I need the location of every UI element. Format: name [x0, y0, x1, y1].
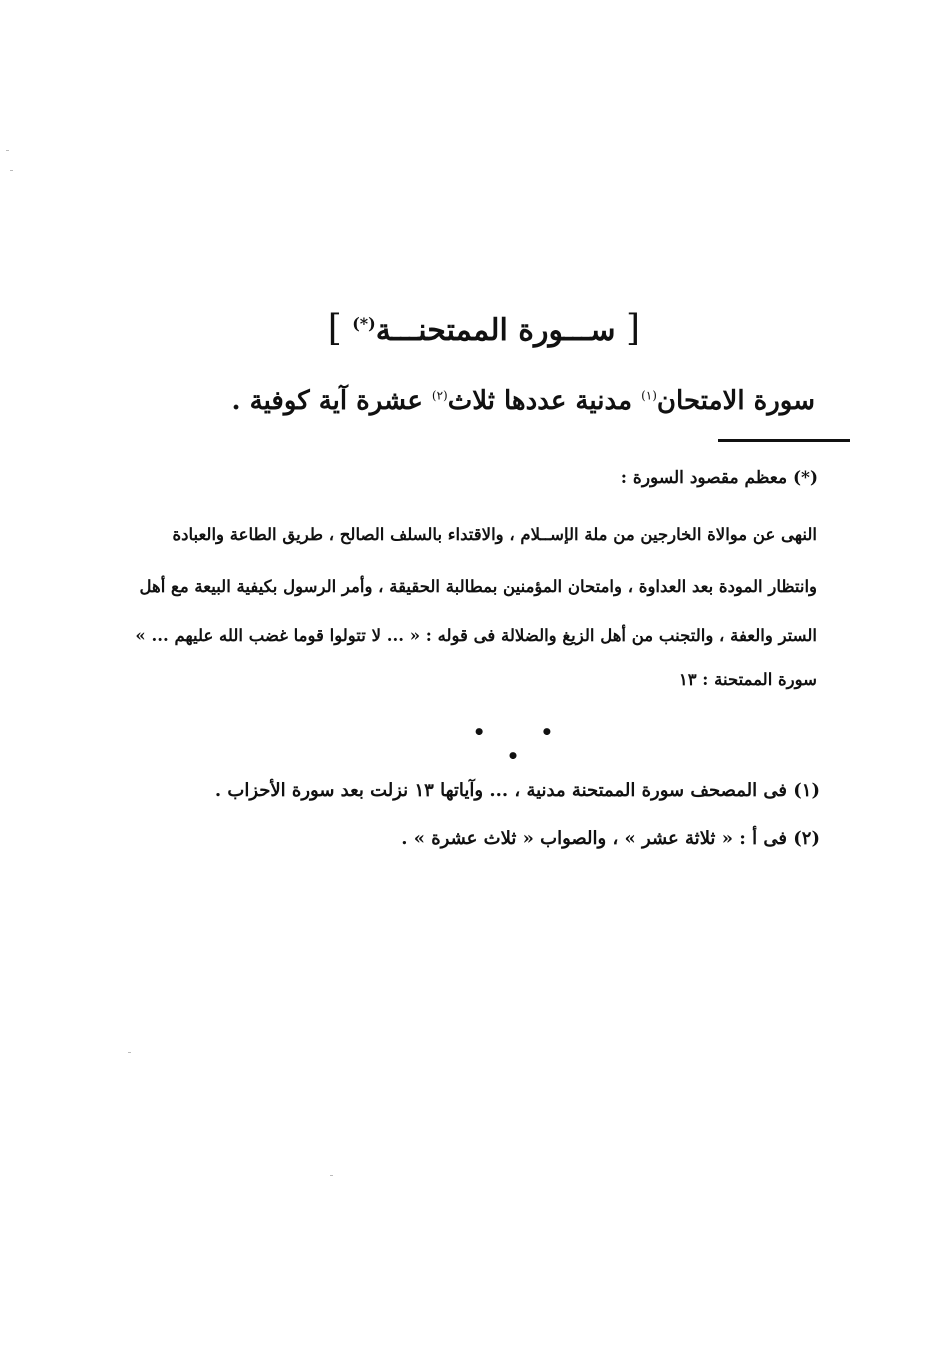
note-line-1: النهى عن موالاة الخارجين من ملة الإســلام ، والاقتداء بالسلف الصالح ، طريق الطاعة والعبادة: [172, 525, 817, 544]
scan-speck: [128, 1052, 131, 1053]
title-open-bracket: [: [625, 308, 640, 349]
scan-speck: [6, 150, 9, 151]
section-separator: • • •: [472, 720, 578, 768]
note-line-4: سورة الممتحنة : ١٣: [678, 670, 817, 689]
scan-speck: [330, 1175, 333, 1176]
note-heading: (*) معظم مقصود السورة :: [620, 468, 818, 488]
header-rule: [718, 439, 850, 442]
title-close-bracket: ]: [327, 308, 342, 349]
subtitle-part2: مدنية عددها ثلاث: [447, 386, 642, 416]
surah-subtitle: [231, 386, 815, 416]
subtitle-part1: سورة الامتحان: [656, 386, 815, 416]
title-text: ســـورة الممتحنـــة: [375, 313, 616, 348]
subtitle-ref1: (١): [641, 388, 657, 403]
subtitle-part3: عشرة آية كوفية .: [231, 386, 432, 416]
note-line-3: الستر والعفة ، والتجنب من أهل الزيغ والضلالة فى قوله : « ... لا تتولوا قوما غضب الله عليهم ... »: [135, 626, 817, 645]
scan-speck: [10, 170, 13, 171]
subtitle-ref2: (٢): [431, 388, 448, 403]
footnote-1: (١) فى المصحف سورة الممتحنة مدنية ، ... وآياتها ١٣ نزلت بعد سورة الأحزاب .: [214, 780, 820, 801]
note-line-2: وانتظار المودة بعد العداوة ، وامتحان المؤمنين بمطالبة الحقيقة ، وأمر الرسول بكيفية البيعة مع أهل: [139, 577, 817, 596]
surah-title: [327, 308, 640, 349]
title-note-mark: (*): [352, 314, 376, 333]
footnote-2: (٢) فى أ : « ثلاثة عشر » ، والصواب « ثلاث عشرة » .: [401, 828, 820, 849]
